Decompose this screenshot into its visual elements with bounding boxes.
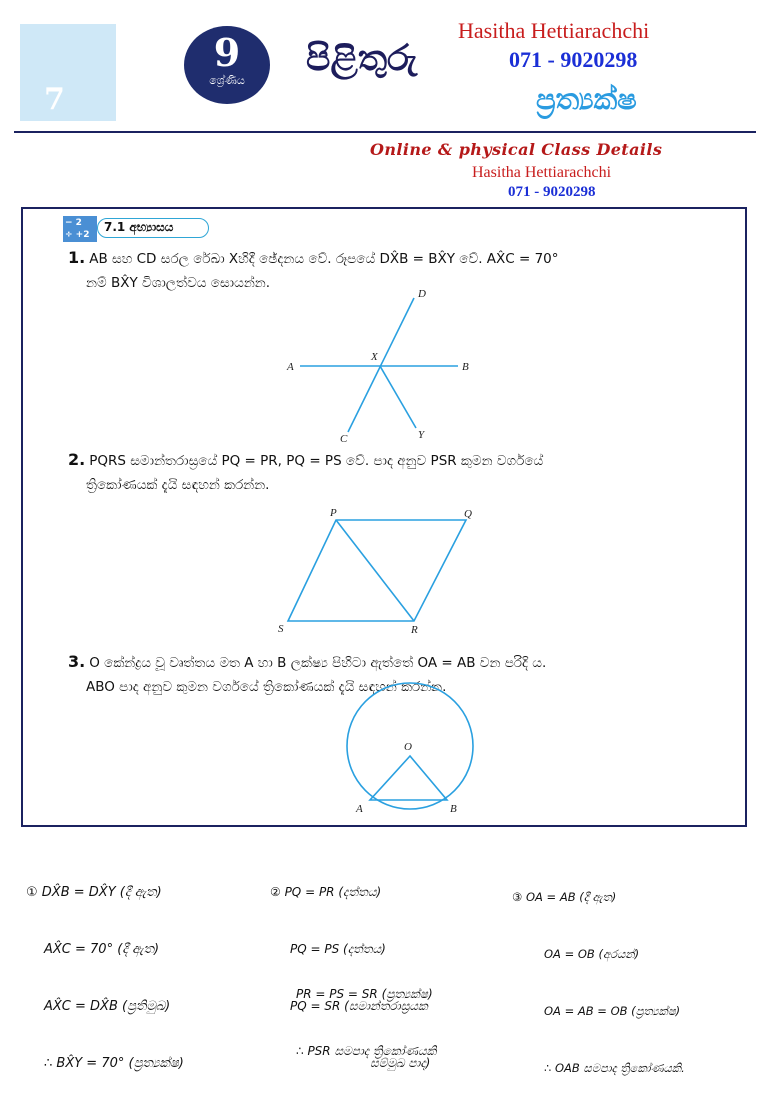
question-text-line2: ABO පාද අනුව කුමන වර්ගයේ ත්‍රිකෝණයක් දැයි සඳහන් කරන්න.	[86, 679, 447, 695]
answer-line: AX̂C = 70° (දී ඇත)	[44, 942, 160, 957]
answer-1	[26, 845, 184, 1092]
label-b3: B	[450, 803, 457, 815]
question-number: 3.	[68, 652, 86, 671]
class-details-heading: Online & physical Class Details	[370, 140, 663, 159]
page-title: පිළිතුරු	[306, 38, 418, 79]
answer-line: PQ = SR (සමාන්තරාස්‍රයක	[290, 999, 428, 1013]
triangle-oab	[370, 756, 447, 800]
answer-line: OA = AB = OB (ප්‍රත්‍යක්ෂ)	[544, 1004, 681, 1018]
icon-text-bottom: ÷ +2	[65, 230, 90, 240]
grade-word: ශ්‍රේණිය	[209, 74, 245, 87]
question-text: O කේන්ද්‍රය වූ වෘත්තය මත A හා B ලක්ෂ්‍ය පිහිටා ඇත්තේ OA = AB වන පරිදි ය.	[89, 655, 547, 671]
question-text: AB සහ CD සරල රේඛා Xහිදී ඡේදනය වේ. රූපයේ DX̂B = BX̂Y වේ. AX̂C = 70°	[89, 251, 559, 267]
author-name: Hasitha Hettiarachchi	[458, 18, 650, 43]
answer-line: ∴ OAB සමපාද ත්‍රිකෝණයකි.	[544, 1061, 685, 1075]
grade-number: 9	[213, 30, 241, 75]
question-number: 2.	[68, 450, 86, 469]
answer-line: ③ OA = AB (දී ඇත)	[512, 890, 617, 904]
answer-line: ② PQ = PR (දත්තය)	[270, 885, 382, 899]
label-c: C	[340, 433, 348, 445]
label-p: P	[330, 507, 337, 519]
figure-2-parallelogram	[288, 520, 466, 621]
exercise-title: 7.1 අභ්‍යාසය	[97, 218, 209, 238]
label-q: Q	[464, 508, 472, 520]
figure-1-intersecting-lines	[300, 298, 458, 432]
chapter-number: 7	[44, 82, 65, 117]
question-number: 1.	[68, 248, 86, 267]
label-r: R	[411, 624, 418, 636]
icon-text-top: − 2	[65, 218, 82, 228]
label-x: X	[371, 351, 378, 363]
label-b: B	[462, 361, 469, 373]
brand-logo-text: ප්‍රත්‍යක්ෂ	[536, 82, 637, 116]
diagonal-pr	[336, 520, 414, 621]
author-phone: 071 - 9020298	[509, 47, 638, 72]
question-text-line2: ත්‍රිකෝණයක් දැයි සඳහන් කරන්න.	[86, 477, 270, 493]
ray-xy	[380, 366, 416, 428]
answer-line: ∴ BX̂Y = 70° (ප්‍රත්‍යක්ෂ)	[44, 1056, 184, 1071]
answer-line: PQ = PS (දත්තය)	[290, 942, 386, 956]
answer-line: ∴ PSR සමපාද ත්‍රිකෝණයකි	[296, 1044, 437, 1058]
answer-line: OA = OB (අරයන්)	[544, 947, 640, 961]
label-a: A	[287, 361, 294, 373]
answer-line: සම්මුඛ පාද)	[370, 1056, 431, 1070]
label-d: D	[418, 288, 426, 300]
line-cd	[348, 298, 414, 432]
label-y: Y	[418, 429, 425, 441]
label-a3: A	[356, 803, 363, 815]
answer-line: PR = PS = SR (ප්‍රත්‍යක්ෂ)	[296, 987, 433, 1001]
label-o: O	[404, 741, 412, 753]
answer-3	[512, 850, 685, 1097]
question-text-line2: නම් BX̂Y විශාලත්වය සොයන්න.	[86, 275, 271, 291]
contact-phone: 071 - 9020298	[508, 184, 596, 200]
contact-name: Hasitha Hettiarachchi	[472, 164, 612, 181]
answer-line: AX̂C = DX̂B (ප්‍රතිමුඛ)	[44, 999, 171, 1014]
answer-2-conclusion	[296, 947, 436, 1080]
answer-line: ① DX̂B = DX̂Y (දී ඇත)	[26, 885, 162, 900]
parallelogram-pqrs	[288, 520, 466, 621]
label-s: S	[278, 623, 284, 635]
question-text: PQRS සමාන්තරාස්‍රයේ PQ = PR, PQ = PS වේ. පාද අනුව PSR කුමන වර්ගයේ	[89, 453, 544, 469]
